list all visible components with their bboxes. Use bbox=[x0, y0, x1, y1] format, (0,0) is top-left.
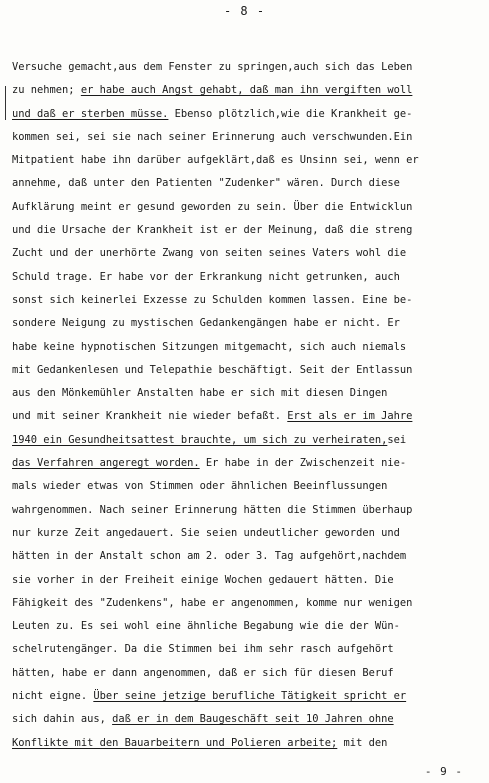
text-line bbox=[12, 219, 484, 242]
text-line bbox=[12, 545, 484, 568]
text-line bbox=[12, 708, 484, 731]
underlined-text: Über seine jetzige berufliche Tätigkeit spricht er bbox=[93, 690, 407, 703]
text-segment: sei bbox=[387, 433, 407, 446]
text-segment: mit Gedankenlesen und Telepathie beschäftigt. Seit der Entlassun bbox=[12, 363, 413, 376]
text-line bbox=[12, 685, 484, 708]
underlined-text: das Verfahren angeregt worden. bbox=[12, 457, 200, 470]
body-text bbox=[12, 56, 484, 755]
text-segment: nicht eigne. bbox=[12, 690, 94, 703]
text-line bbox=[12, 359, 484, 382]
text-segment: Er habe in der Zwischenzeit nie- bbox=[199, 457, 407, 470]
text-segment: hätten in der Anstalt schon am 2. oder 3. Tag aufgehört,nachdem bbox=[12, 550, 407, 563]
text-line bbox=[12, 638, 484, 661]
text-segment: schelrutengänger. Da die Stimmen bei ihm sehr rasch aufgehört bbox=[12, 643, 394, 656]
text-line bbox=[12, 312, 484, 335]
text-segment: wahrgenommen. Nach seiner Erinnerung hätten die Stimmen überhaup bbox=[12, 503, 413, 516]
text-segment: Aufklärung meint er gesund geworden zu sein. Über die Entwicklun bbox=[12, 200, 413, 213]
text-segment: mit den bbox=[337, 736, 388, 749]
text-segment: Versuche gemacht,aus dem Fenster zu springen,auch sich das Leben bbox=[12, 61, 413, 73]
text-segment: habe keine hypnotischen Sitzungen mitgemacht, sich auch niemals bbox=[12, 340, 407, 353]
text-segment: aus den Mönkemühler Anstalten habe er sich mit diesen Dingen bbox=[12, 387, 388, 400]
text-line bbox=[12, 289, 484, 312]
underlined-text: daß er in dem Baugeschäft seit 10 Jahren ohne bbox=[112, 713, 394, 726]
text-line bbox=[12, 196, 484, 219]
underlined-text: Konflikte mit den Bauarbeitern und Polieren arbeite; bbox=[12, 736, 338, 749]
text-line bbox=[12, 79, 484, 102]
text-line bbox=[12, 592, 484, 615]
text-segment: sie vorher in der Freiheit einige Wochen gedauert hätten. Die bbox=[12, 573, 394, 586]
text-segment: Schuld trage. Er habe vor der Erkrankung nicht getrunken, auch bbox=[12, 270, 400, 283]
text-line bbox=[12, 475, 484, 498]
text-line bbox=[12, 126, 484, 149]
text-line bbox=[12, 266, 484, 289]
text-line bbox=[12, 452, 484, 475]
text-line bbox=[12, 382, 484, 405]
next-page-number: - 9 - bbox=[424, 765, 463, 778]
text-line bbox=[12, 336, 484, 359]
text-segment: mals wieder etwas von Stimmen oder ähnlichen Beeinflussungen bbox=[12, 480, 388, 493]
text-segment: Leuten zu. Es sei wohl eine ähnliche Begabung wie die der Wün- bbox=[12, 620, 400, 633]
underlined-text: Erst als er im Jahre bbox=[287, 410, 413, 423]
underlined-text: 1940 ein Gesundheitsattest brauchte, um sich zu verheiraten, bbox=[12, 433, 388, 446]
text-segment: Fähigkeit des "Zudenkens", habe er angenommen, komme nur wenigen bbox=[12, 596, 413, 609]
text-line bbox=[12, 522, 484, 545]
text-line bbox=[12, 103, 484, 126]
text-line bbox=[12, 405, 484, 428]
text-segment: Ebenso plötzlich,wie die Krankheit ge- bbox=[168, 107, 413, 120]
text-segment: und die Ursache der Krankheit ist er der Meinung, daß die streng bbox=[12, 224, 413, 237]
text-line bbox=[12, 429, 484, 452]
text-segment: sondere Neigung zu mystischen Gedankengängen habe er nicht. Er bbox=[12, 317, 400, 330]
text-segment: annehme, daß unter den Patienten "Zudenker" wären. Durch diese bbox=[12, 177, 400, 190]
text-line bbox=[12, 569, 484, 592]
underlined-text: er habe auch Angst gehabt, daß man ihn vergiften woll bbox=[80, 84, 413, 97]
margin-mark bbox=[5, 86, 6, 120]
text-segment: Mitpatient habe ihn darüber aufgeklärt,daß es Unsinn sei, wenn er bbox=[12, 154, 419, 167]
text-line bbox=[12, 615, 484, 638]
text-segment: sonst sich keinerlei Exzesse zu Schulden kommen lassen. Eine be- bbox=[12, 293, 413, 306]
text-segment: sich dahin aus, bbox=[12, 713, 113, 726]
page-number: - 8 - bbox=[223, 4, 266, 18]
underlined-text: und daß er sterben müsse. bbox=[12, 107, 169, 120]
text-segment: und mit seiner Krankheit nie wieder befaßt. bbox=[12, 410, 288, 423]
text-segment: Zucht und der unerhörte Zwang von seiten seines Vaters wohl die bbox=[12, 247, 407, 260]
text-line bbox=[12, 56, 484, 79]
text-line bbox=[12, 499, 484, 522]
text-segment: nur kurze Zeit angedauert. Sie seien undeutlicher geworden und bbox=[12, 526, 400, 539]
text-segment: zu nehmen; bbox=[12, 84, 81, 97]
text-segment: hätten, habe er dann angenommen, daß er sich für diesen Beruf bbox=[12, 666, 394, 679]
text-line bbox=[12, 242, 484, 265]
text-line bbox=[12, 732, 484, 755]
text-line bbox=[12, 149, 484, 172]
text-segment: kommen sei, sei sie nach seiner Erinnerung auch verschwunden.Ein bbox=[12, 130, 413, 143]
text-line bbox=[12, 172, 484, 195]
text-line bbox=[12, 662, 484, 685]
